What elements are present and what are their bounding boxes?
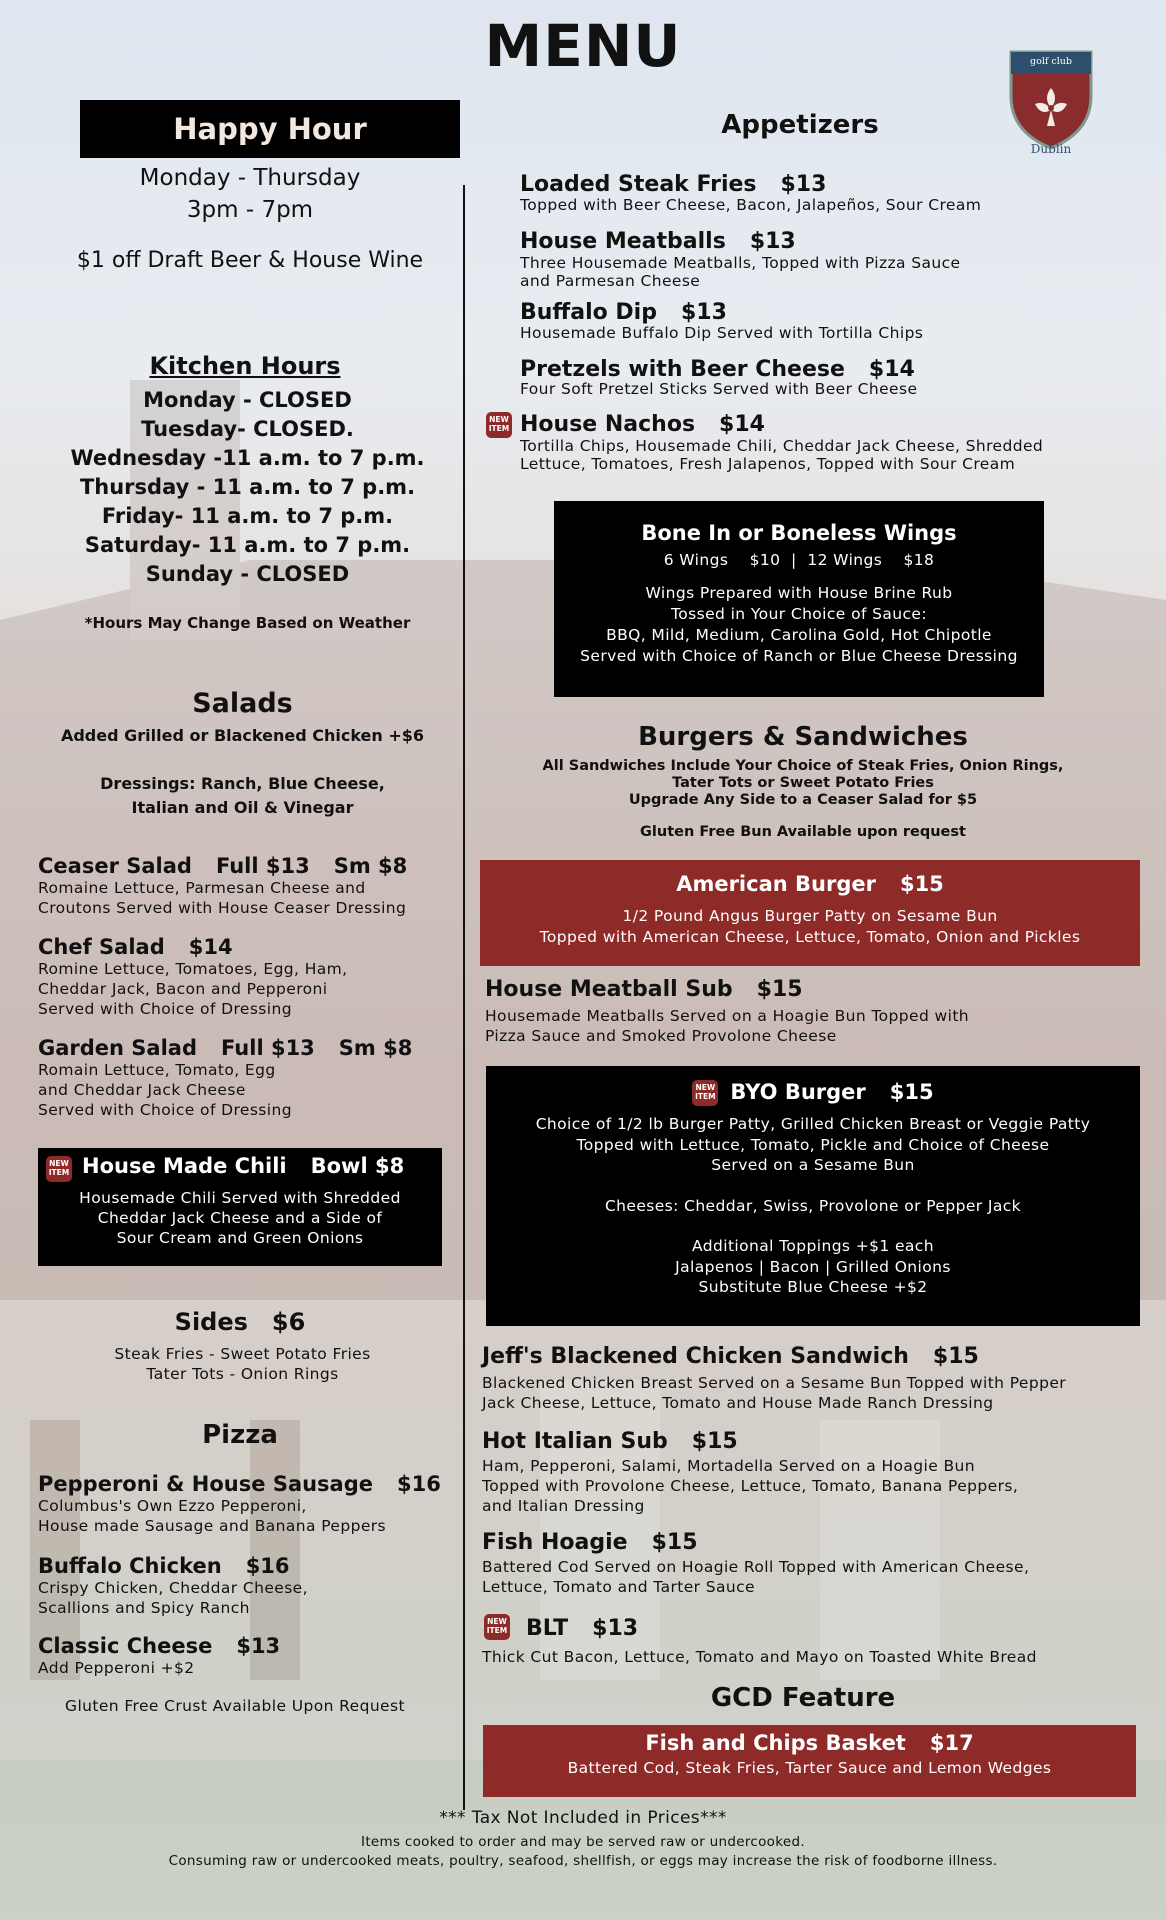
item-name: House Nachos (520, 412, 696, 437)
sandwich-item (485, 977, 1135, 1046)
item-desc: Battered Cod, Steak Fries, Tarter Sauce and Lemon Wedges (567, 1759, 1052, 1777)
item-desc: Four Soft Pretzel Sticks Served with Beer Cheese (520, 380, 918, 398)
sides-line: Steak Fries - Sweet Potato Fries (114, 1345, 371, 1363)
item-price: Full $13 (221, 1036, 315, 1060)
wings-box (554, 501, 1044, 697)
new-item-badge: NEW ITEM (692, 1080, 718, 1106)
pizza-note: Gluten Free Crust Available Upon Request (65, 1697, 405, 1715)
item-price: $15 (899, 872, 944, 896)
new-item-badge: NEW ITEM (486, 412, 512, 438)
item-desc: Served with Choice of Dressing (38, 1101, 292, 1119)
sides-list (40, 1344, 445, 1384)
item-desc: Choice of 1/2 lb Burger Patty, Grilled Chicken Breast or Veggie Patty (535, 1115, 1091, 1133)
dressings-line: Dressings: Ranch, Blue Cheese, (100, 774, 385, 793)
disclaimer-line: Consuming raw or undercooked meats, poultry, seafood, shellfish, or eggs may increase the risk of foodborne illness. (168, 1853, 998, 1869)
sides-label: Sides (174, 1308, 248, 1336)
american-burger-box (480, 860, 1140, 966)
feature-box (483, 1725, 1136, 1797)
disclaimer-line: Items cooked to order and may be served raw or undercooked. (361, 1834, 805, 1850)
kitchen-hours-line: Thursday - 11 a.m. to 7 p.m. (79, 475, 416, 499)
item-price: $15 (756, 977, 803, 1002)
item-name: Ceaser Salad (38, 854, 192, 878)
burgers-note: All Sandwiches Include Your Choice of Steak Fries, Onion Rings, (542, 758, 1064, 774)
item-name: Buffalo Chicken (38, 1554, 222, 1578)
item-name: House Made Chili (82, 1154, 287, 1178)
item-desc: Ham, Pepperoni, Salami, Mortadella Served on a Hoagie Bun (482, 1457, 975, 1475)
column-divider (463, 185, 465, 1810)
item-desc: Served on a Sesame Bun (711, 1156, 915, 1174)
logo-text-bottom: Dublin (1030, 142, 1072, 156)
item-desc: Tortilla Chips, Housemade Chili, Cheddar Jack Cheese, Shredded (520, 437, 1044, 455)
item-desc: Additional Toppings +$1 each (692, 1237, 934, 1255)
sides-line: Tater Tots - Onion Rings (146, 1365, 339, 1383)
item-desc: Lettuce, Tomatoes, Fresh Jalapenos, Topped with Sour Cream (520, 455, 1016, 473)
appetizer-item (520, 300, 1140, 342)
item-price: $16 (245, 1554, 290, 1578)
item-desc: and Italian Dressing (482, 1497, 645, 1515)
pizza-item (38, 1634, 458, 1678)
item-name: BLT (526, 1616, 569, 1641)
item-price: $13 (749, 229, 796, 254)
wings-title: Bone In or Boneless Wings (641, 521, 957, 545)
burgers-notes (480, 758, 1126, 809)
gluten-free-bun-note: Gluten Free Bun Available upon request (640, 824, 966, 840)
item-desc: Cheeses: Cheddar, Swiss, Provolone or Pepper Jack (604, 1196, 1022, 1215)
item-name: Pretzels with Beer Cheese (520, 357, 845, 382)
sandwich-item (482, 1429, 1137, 1516)
item-desc: House made Sausage and Banana Peppers (38, 1517, 387, 1535)
logo-text-top: golf club (1030, 56, 1072, 67)
item-desc: Sour Cream and Green Onions (116, 1229, 364, 1247)
salads-title: Salads (192, 688, 293, 719)
item-price: Bowl $8 (310, 1154, 405, 1178)
house-made-chili-box (38, 1148, 442, 1266)
item-desc: Blackened Chicken Breast Served on a Sesame Bun Topped with Pepper (482, 1374, 1067, 1392)
appetizer-item (520, 172, 1140, 214)
item-desc: 1/2 Pound Angus Burger Patty on Sesame Bun (622, 907, 998, 925)
item-desc: Romain Lettuce, Tomato, Egg (38, 1061, 276, 1079)
appetizer-item (520, 357, 1140, 397)
new-item-badge: NEW ITEM (484, 1614, 510, 1640)
item-name: BYO Burger (730, 1080, 866, 1104)
item-price: $13 (592, 1616, 639, 1641)
item-desc: Romaine Lettuce, Parmesan Cheese and (38, 879, 366, 897)
item-price: $16 (397, 1472, 441, 1496)
item-desc: Columbus's Own Ezzo Pepperoni, (38, 1497, 307, 1515)
dressings-line: Italian and Oil & Vinegar (131, 798, 354, 817)
salads-dressings (40, 772, 445, 820)
item-name: Fish and Chips Basket (645, 1731, 906, 1755)
item-price: $13 (236, 1634, 281, 1658)
wings-desc: Tossed in Your Choice of Sauce: (671, 605, 927, 623)
sandwich-item (482, 1616, 1137, 1667)
item-name: House Meatball Sub (485, 977, 733, 1002)
kitchen-hours-note: *Hours May Change Based on Weather (84, 614, 411, 632)
kitchen-hours-line: Saturday- 11 a.m. to 7 p.m. (84, 533, 411, 557)
salad-item (38, 935, 458, 1019)
item-desc: Romine Lettuce, Tomatoes, Egg, Ham, (38, 960, 348, 978)
sides-title (40, 1308, 440, 1336)
item-price: $15 (932, 1344, 979, 1369)
item-desc: Jack Cheese, Lettuce, Tomato and House Made Ranch Dressing (482, 1394, 994, 1412)
item-desc: Housemade Buffalo Dip Served with Tortilla Chips (520, 324, 924, 342)
item-desc: Cheddar Jack, Bacon and Pepperoni (38, 980, 328, 998)
item-name: Fish Hoagie (482, 1530, 628, 1555)
item-name: Hot Italian Sub (482, 1429, 668, 1454)
wings-prices: 6 Wings $10 | 12 Wings $18 (663, 551, 935, 569)
kitchen-hours-line: Friday- 11 a.m. to 7 p.m. (101, 504, 394, 528)
salad-item (38, 1036, 458, 1120)
appetizer-item (520, 229, 1140, 290)
item-price: $13 (680, 300, 727, 325)
pizza-title: Pizza (202, 1420, 278, 1450)
pizza-item (38, 1472, 458, 1536)
item-desc: and Cheddar Jack Cheese (38, 1081, 246, 1099)
sides-price: $6 (271, 1308, 306, 1336)
salad-item (38, 854, 458, 918)
happy-hour-deal: $1 off Draft Beer & House Wine (76, 248, 424, 273)
burgers-note: Tater Tots or Sweet Potato Fries (672, 775, 934, 791)
item-desc: and Parmesan Cheese (520, 272, 701, 290)
item-name: Chef Salad (38, 935, 165, 959)
item-desc: Topped with American Cheese, Lettuce, Tomato, Onion and Pickles (539, 928, 1081, 946)
item-desc: Croutons Served with House Ceaser Dressing (38, 899, 407, 917)
item-desc: Three Housemade Meatballs, Topped with Pizza Sauce (520, 254, 961, 272)
item-desc: Topped with Lettuce, Tomato, Pickle and Choice of Cheese (576, 1135, 1050, 1154)
item-name: American Burger (676, 872, 876, 896)
item-name: Jeff's Blackened Chicken Sandwich (482, 1344, 909, 1369)
item-price-small: Sm $8 (338, 1036, 413, 1060)
kitchen-hours-title: Kitchen Hours (149, 352, 341, 380)
happy-hour-days: Monday - Thursday (139, 165, 361, 191)
item-desc: Cheddar Jack Cheese and a Side of (97, 1209, 383, 1227)
item-desc: Topped with Provolone Cheese, Lettuce, Tomato, Banana Peppers, (482, 1477, 1019, 1495)
spacer (486, 1216, 1140, 1236)
spacer (486, 1176, 1140, 1196)
appetizer-item (520, 412, 1140, 473)
feature-title: GCD Feature (710, 1683, 896, 1713)
burgers-note: Upgrade Any Side to a Ceaser Salad for $5 (628, 792, 978, 808)
golf-club-logo (1005, 50, 1099, 160)
item-price: $13 (780, 172, 827, 197)
kitchen-hours-list (40, 386, 455, 589)
item-price: Full $13 (215, 854, 310, 878)
kitchen-hours-line: Wednesday -11 a.m. to 7 p.m. (70, 446, 425, 470)
item-desc: Substitute Blue Cheese +$2 (698, 1278, 928, 1296)
item-desc: Battered Cod Served on Hoagie Roll Topped with American Cheese, (482, 1558, 1030, 1576)
item-price: $15 (691, 1429, 738, 1454)
happy-hour-header: Happy Hour (80, 100, 460, 158)
item-name: Pepperoni & House Sausage (38, 1472, 374, 1496)
item-desc: Crispy Chicken, Cheddar Cheese, (38, 1579, 308, 1597)
burgers-title: Burgers & Sandwiches (638, 722, 968, 752)
item-desc: Scallions and Spicy Ranch (38, 1599, 250, 1617)
pizza-item (38, 1554, 458, 1618)
salads-addon: Added Grilled or Blackened Chicken +$6 (60, 726, 425, 745)
item-desc: Thick Cut Bacon, Lettuce, Tomato and Mayo on Toasted White Bread (482, 1648, 1037, 1666)
item-desc: Lettuce, Tomato and Tarter Sauce (482, 1578, 755, 1596)
item-price: $15 (889, 1080, 934, 1104)
page-title: MENU (484, 12, 682, 80)
item-desc: Topped with Beer Cheese, Bacon, Jalapeños, Sour Cream (520, 196, 982, 214)
item-desc: Jalapenos | Bacon | Grilled Onions (675, 1257, 951, 1276)
item-desc: Served with Choice of Dressing (38, 1000, 292, 1018)
item-price: $14 (868, 357, 915, 382)
item-price-small: Sm $8 (333, 854, 408, 878)
item-name: Buffalo Dip (520, 300, 657, 325)
item-name: Loaded Steak Fries (520, 172, 757, 197)
item-desc: Housemade Chili Served with Shredded (79, 1189, 401, 1207)
item-desc: Pizza Sauce and Smoked Provolone Cheese (485, 1027, 837, 1045)
item-desc: Add Pepperoni +$2 (38, 1659, 195, 1677)
item-name: Garden Salad (38, 1036, 197, 1060)
item-price: $17 (929, 1731, 974, 1755)
wings-desc: Served with Choice of Ranch or Blue Cheese Dressing (580, 647, 1018, 665)
sandwich-item (482, 1344, 1137, 1413)
item-name: Classic Cheese (38, 1634, 213, 1658)
new-item-badge: NEW ITEM (46, 1156, 72, 1182)
tax-note: *** Tax Not Included in Prices*** (439, 1808, 727, 1828)
kitchen-hours-line: Tuesday- CLOSED. (141, 417, 354, 441)
item-desc: Housemade Meatballs Served on a Hoagie Bun Topped with (485, 1007, 970, 1025)
kitchen-hours-line: Monday - CLOSED (143, 388, 352, 412)
item-price: $14 (188, 935, 233, 959)
item-name: House Meatballs (520, 229, 726, 254)
wings-desc: Wings Prepared with House Brine Rub (645, 584, 953, 602)
happy-hour-time: 3pm - 7pm (186, 197, 314, 223)
byo-burger-box (486, 1066, 1140, 1326)
kitchen-hours-line: Sunday - CLOSED (145, 562, 350, 586)
sandwich-item (482, 1530, 1137, 1597)
item-price: $15 (651, 1530, 698, 1555)
item-price: $14 (719, 412, 765, 437)
wings-desc: BBQ, Mild, Medium, Carolina Gold, Hot Chipotle (606, 626, 992, 644)
appetizers-title: Appetizers (721, 110, 879, 140)
